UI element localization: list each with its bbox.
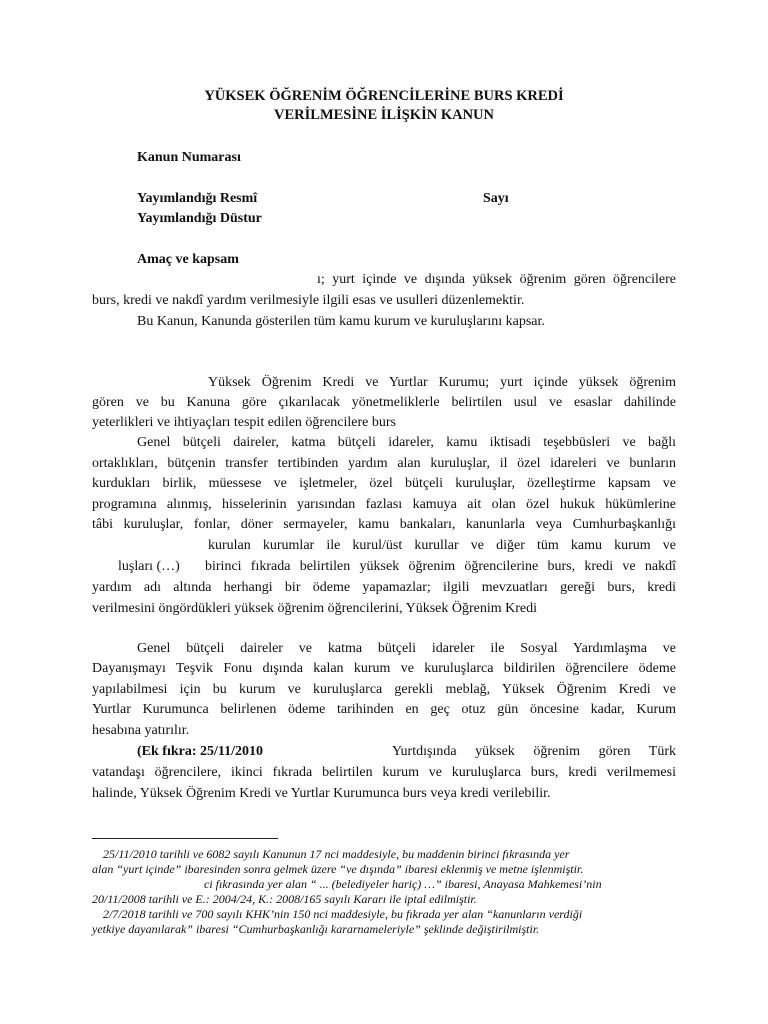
- article-paragraph-2-line-3: kurdukları birlik, müessese ve işletmeler, özel bütçeli kuruluşlar, özelleştirme kapsam ve: [92, 476, 676, 491]
- official-gazette-label: Yayımlandığı Resmî: [137, 191, 258, 206]
- law-title-line-2: VERİLMESİNE İLİŞKİN KANUN: [274, 107, 494, 123]
- article-paragraph-2-line-1: Genel bütçeli daireler, katma bütçeli idareler, kamu iktisadi teşebbüsleri ve bağlı: [137, 435, 676, 450]
- article-paragraph-2-line-9: verilmesini öngördükleri yüksek öğrenim öğrencilerini, Yüksek Öğrenim Kredi: [92, 601, 538, 616]
- article-paragraph-3-line-1: Genel bütçeli daireler ve katma bütçeli idareler ile Sosyal Yardımlaşma ve: [137, 641, 676, 656]
- footnote-1-line-1: 25/11/2010 tarihli ve 6082 sayılı Kanunun 17 nci maddesiyle, bu maddenin birinci fıkrasında yer: [103, 847, 570, 861]
- article-paragraph-3-line-4: Yurtlar Kurumunca belirlenen ödeme tarihinden en geç otuz gün öncesine kadar, Kurum: [92, 702, 676, 717]
- article-paragraph-3-line-5: hesabına yatırılır.: [92, 723, 190, 738]
- article-paragraph-2-line-5: tâbi kuruluşlar, fonlar, döner sermayeler, kamu bankaları, kanunlarla veya Cumhurbaşkanlığı: [92, 517, 676, 532]
- purpose-paragraph-line-2: burs, kredi ve nakdî yardım verilmesiyle ilgili esas ve usulleri düzenlemektir.: [92, 293, 525, 308]
- article-paragraph-4-line-1: Yurtdışında yüksek öğrenim gören Türk: [392, 744, 676, 759]
- scope-paragraph: Bu Kanun, Kanunda gösterilen tüm kamu kurum ve kuruluşlarını kapsar.: [137, 314, 545, 329]
- article-paragraph-2-line-4: programına alınmış, hisselerinin yarısından fazlası kamuya ait olan özel hukuk hükümlerine: [92, 497, 676, 512]
- article-paragraph-2-line-7-start: luşları (…): [118, 559, 180, 574]
- footnote-1-line-2: alan “yurt içinde” ibaresinden sonra gelmek üzere “ve dışında” ibaresi eklenmiş ve metne işlenmiştir.: [92, 862, 584, 876]
- law-number-label: Kanun Numarası: [137, 150, 241, 165]
- article-paragraph-2-line-2: ortaklıkları, bütçenin transfer tertibinden yardım alan kuruluşlar, il özel idareleri ve bunların: [92, 456, 676, 471]
- footnote-2-line-1: ci fıkrasında yer alan “ ... (belediyeler hariç) …” ibaresi, Anayasa Mahkemesi’nin: [204, 877, 602, 891]
- article-paragraph-3-line-3: yapılabilmesi için bu kurum ve kuruluşlarca gerekli meblağ, Yüksek Öğrenim Kredi ve: [92, 682, 676, 697]
- article-paragraph-2-line-6: kurulan kurumlar ile kurul/üst kurullar ve diğer tüm kamu kurum ve: [208, 538, 676, 553]
- law-title-line-1: YÜKSEK ÖĞRENİM ÖĞRENCİLERİNE BURS KREDİ: [204, 88, 564, 104]
- article-paragraph-1-line-1: Yüksek Öğrenim Kredi ve Yurtlar Kurumu; yurt içinde yüksek öğrenim: [208, 375, 676, 390]
- footnote-3-line-1: 2/7/2018 tarihli ve 700 sayılı KHK’nin 150 nci maddesiyle, bu fıkrada yer alan “kanunların verdiği: [103, 907, 583, 921]
- section-heading-purpose: Amaç ve kapsam: [137, 252, 239, 267]
- article-paragraph-1-line-2: gören ve bu Kanuna göre çıkarılacak yönetmeliklerle belirtilen usul ve esaslar dahilinde: [92, 395, 676, 410]
- article-paragraph-3-line-2: Dayanışmayı Teşvik Fonu dışında kalan kurum ve kuruluşlarca bildirilen öğrencilere ödeme: [92, 661, 676, 676]
- dustur-label: Yayımlandığı Düstur: [137, 211, 262, 226]
- additional-clause-label: (Ek fıkra: 25/11/2010: [137, 744, 264, 759]
- article-paragraph-4-line-2: vatandaşı öğrencilere, ikinci fıkrada belirtilen kurum ve kuruluşlarca burs, kredi verilmemesi: [92, 765, 676, 780]
- purpose-paragraph-line-1: ı; yurt içinde ve dışında yüksek öğrenim gören öğrencilere: [317, 272, 676, 287]
- article-paragraph-2-line-8: yardım adı altında herhangi bir ödeme yapamazlar; ilgili mevzuatları gereği burs, kredi: [92, 580, 676, 595]
- article-paragraph-2-line-7: birinci fıkrada belirtilen yüksek öğrenim öğrencilerine burs, kredi ve nakdî: [205, 559, 676, 574]
- article-paragraph-1-line-3: yeterlikleri ve ihtiyaçları tespit edilen öğrencilere burs: [92, 415, 396, 430]
- footnote-2-line-2: 20/11/2008 tarihli ve E.: 2004/24, K.: 2008/165 sayılı Kararı ile iptal edilmiştir.: [92, 892, 477, 906]
- issue-number-label: Sayı: [483, 191, 509, 206]
- footnote-divider: [92, 838, 278, 839]
- footnote-3-line-2: yetkiye dayanılarak” ibaresi “Cumhurbaşkanlığı kararnameleriyle” şeklinde değiştirilmiştir.: [92, 922, 540, 936]
- article-paragraph-4-line-3: halinde, Yüksek Öğrenim Kredi ve Yurtlar Kurumunca burs veya kredi verilebilir.: [92, 786, 551, 801]
